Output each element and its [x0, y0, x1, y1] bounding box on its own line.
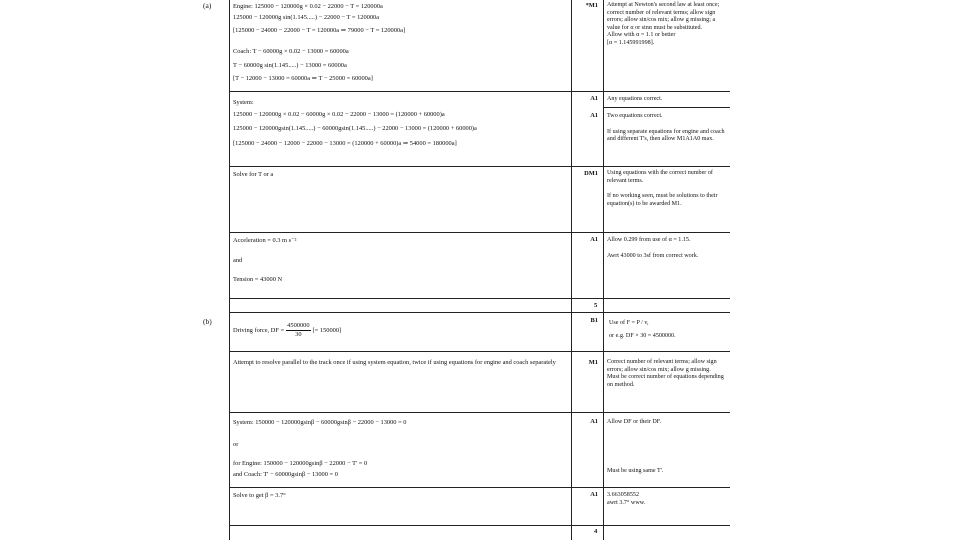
mark-a1: A1 — [590, 236, 598, 243]
driving-force-fraction — [286, 322, 310, 339]
system-equation-simplified: [125000 − 24000 − 12000 − 22000 − 13000 = (120000 + 60000)a ⇒ 54000 = 180000a] — [233, 140, 457, 147]
row-divider — [229, 298, 730, 299]
note-a1-final: Allow 0.299 from use of α = 1.15. Awrt 43000 to 3sf from correct work. — [607, 237, 699, 259]
resolve-instruction: Attempt to resolve parallel to the track once if using system equation, twice if using equations for engine and coach separately — [233, 359, 556, 366]
mark-b1: B1 — [590, 317, 598, 324]
note-a1-two: Two equations correct. If using separate equations for engine and coach and different T's, then allow M1A1A0 max. — [607, 113, 725, 143]
driving-force-line — [233, 322, 341, 339]
engine-equation-sin: 125000 − 120000g sin(1.145.....) − 22000 − T = 120000a — [233, 14, 380, 21]
row-divider — [603, 107, 730, 108]
solve-beta: Solve to get β = 3.7° — [233, 492, 286, 499]
table-divider-working — [571, 0, 572, 540]
mark-a1: A1 — [590, 491, 598, 498]
system-equation: 125000 − 120000g × 0.02 − 60000g × 0.02 − 22000 − 13000 = (120000 + 60000)a — [233, 111, 445, 118]
coach-equation-b: and Coach: T' − 60000gsinβ − 13000 = 0 — [233, 471, 338, 478]
system-equation-b: System: 150000 − 120000gsinβ − 60000gsinβ − 22000 − 13000 = 0 — [233, 419, 407, 426]
note-a1-beta: 3.663058552 awrt 3.7° www. — [607, 492, 646, 506]
engine-equation-b: for Engine: 150000 − 120000gsinβ − 22000 − T' = 0 — [233, 460, 368, 467]
system-heading: System: — [233, 99, 254, 106]
coach-equation-sin: T − 60000g sin(1.145.....) − 13000 = 60000a — [233, 62, 347, 69]
row-divider — [603, 91, 730, 92]
mark-m1: *M1 — [585, 2, 598, 9]
part-a-total: 5 — [594, 302, 598, 309]
fraction-denominator: 30 — [295, 331, 302, 338]
mark-m1: M1 — [588, 359, 598, 366]
or-text: or — [233, 441, 239, 448]
fraction-numerator: 4500000 — [287, 322, 310, 329]
note-same-t: Must be using same T'. — [607, 468, 664, 474]
system-equation-sin: 125000 − 120000gsin(1.145.....) − 60000gsin(1.145.....) − 22000 − 13000 = (120000 + 60000)a — [233, 125, 477, 132]
solve-step: Solve for T or a — [233, 171, 274, 178]
note-dm1: Using equations with the correct number of relevant terms. If no working seen, must be solutions to their equation(s) to be awarded M1. — [607, 170, 718, 207]
note-a1-any: Any equations correct. — [607, 96, 663, 102]
row-divider — [229, 351, 730, 352]
row-divider — [229, 91, 604, 92]
part-b-total: 4 — [594, 528, 598, 535]
part-a-label: (a) — [203, 1, 212, 10]
engine-equation: Engine: 125000 − 120000g × 0.02 − 22000 − T = 120000a — [233, 3, 383, 10]
row-divider — [229, 166, 730, 167]
row-divider — [229, 312, 730, 313]
driving-force-value: [= 150000] — [312, 326, 342, 334]
and-text: and — [233, 257, 243, 264]
row-divider — [229, 525, 730, 526]
driving-force-label: Driving force, DF = — [233, 326, 285, 334]
row-divider — [229, 232, 730, 233]
mark-dm1: DM1 — [584, 170, 598, 177]
table-border-left — [229, 0, 230, 540]
note-a1-df: Allow DF or their DF. — [607, 419, 662, 425]
mark-a1: A1 — [590, 418, 598, 425]
tension-answer: Tension = 43000 N — [233, 276, 283, 283]
note-b1: Use of F = P / v, or e.g. DF × 30 = 4500000. — [609, 320, 676, 339]
note-m1: Attempt at Newton's second law at least once; correct number of relevant terms; allow sign errors; allow sin/cos mix; allow g missing; a value for α or sinα must be substituted. Allow with α = 1.1 or better [α = 1.145991998]. — [607, 2, 720, 46]
mark-a1: A1 — [590, 95, 598, 102]
row-divider — [229, 412, 730, 413]
mark-a1: A1 — [590, 112, 598, 119]
table-divider-marks — [603, 0, 604, 540]
note-m1-b: Correct number of relevant terms; allow sign errors; allow sin/cos mix; allow g missing. Must be correct number of equations depending on method. — [607, 359, 724, 388]
row-divider — [229, 487, 730, 488]
coach-equation-simplified: [T − 12000 − 13000 = 60000a ⇒ T − 25000 = 60000a] — [233, 75, 373, 82]
acceleration-answer: Acceleration = 0.3 m s⁻² — [233, 237, 297, 244]
part-b-label: (b) — [203, 317, 212, 326]
coach-equation: Coach: T − 60000g × 0.02 − 13000 = 60000a — [233, 48, 349, 55]
engine-equation-simplified: [125000 − 24000 − 22000 − T = 120000a ⇒ 79000 − T = 120000a] — [233, 27, 406, 34]
